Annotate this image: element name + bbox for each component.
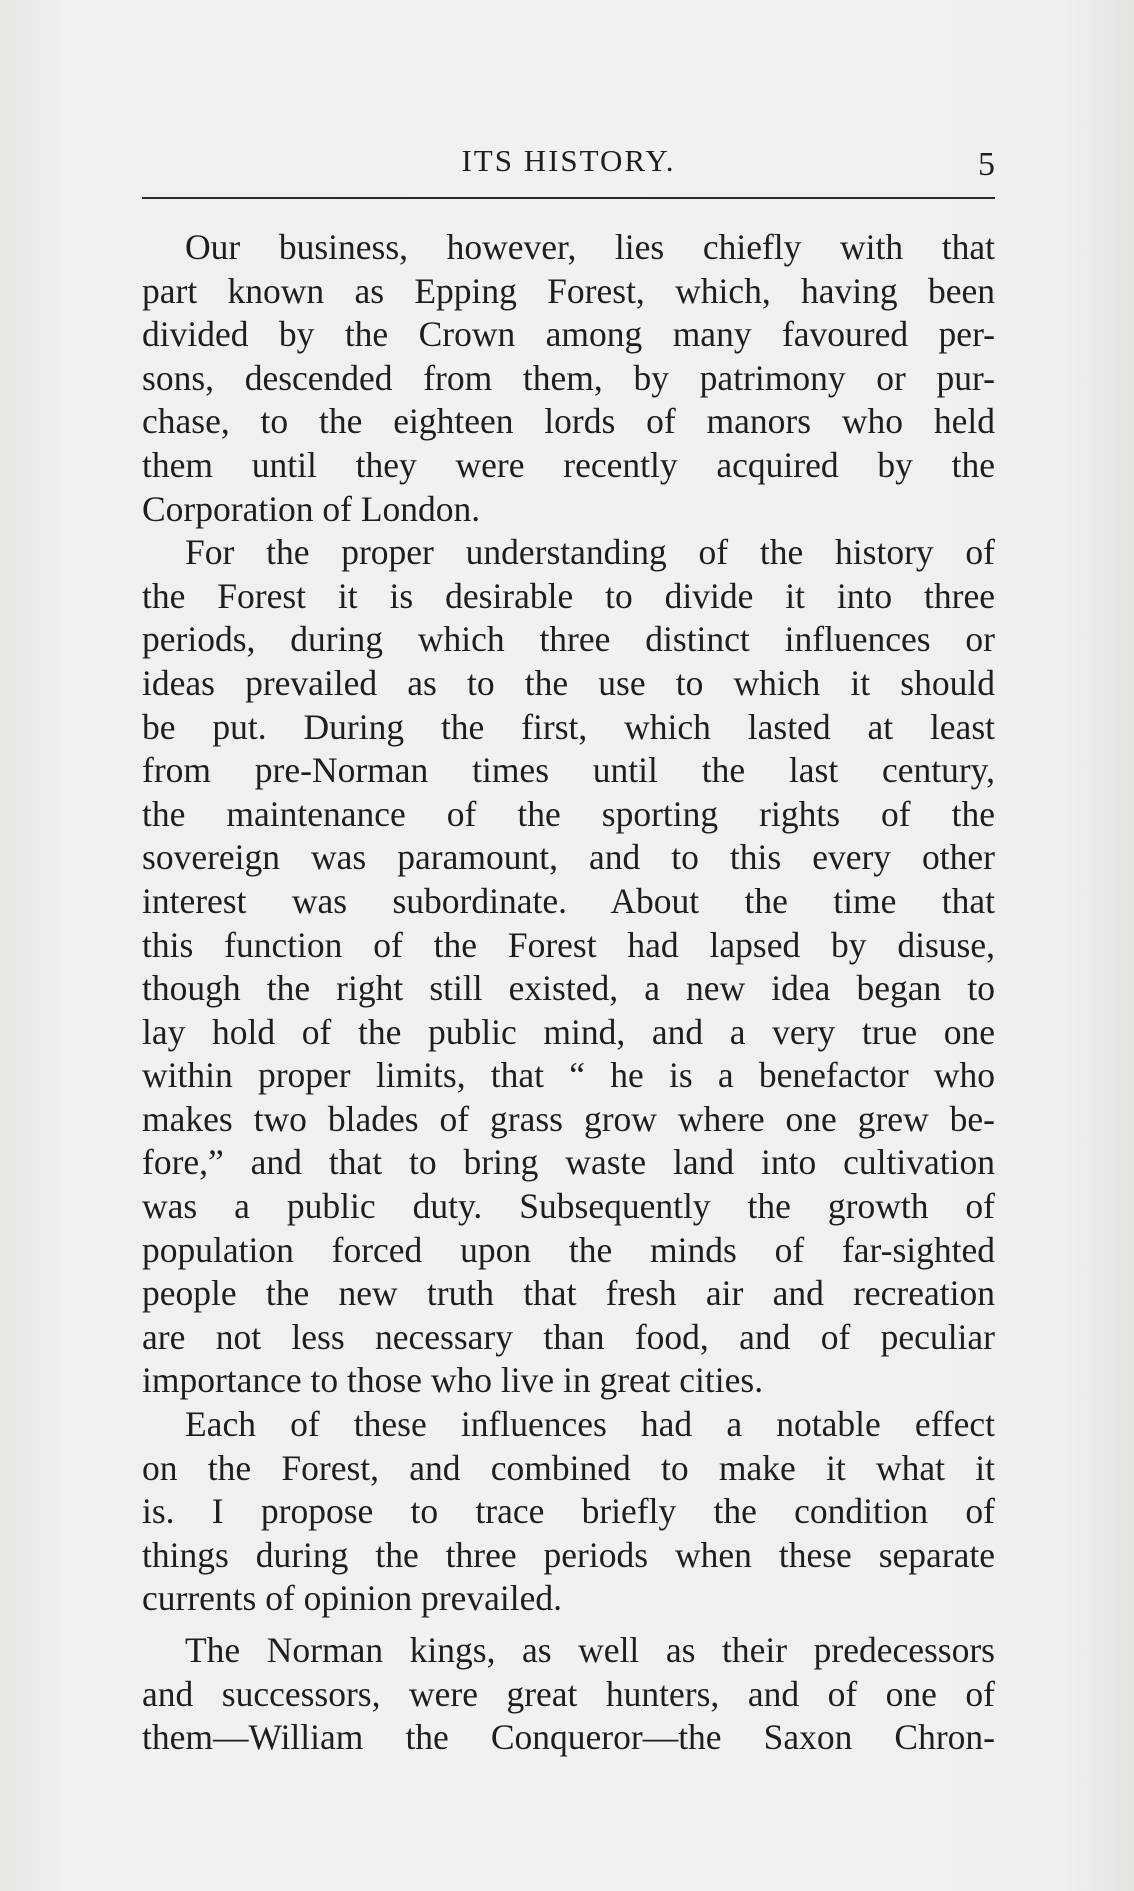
text-line: importance to those who live in great cities. [142, 1360, 764, 1401]
text-line: The Norman kings, as well as their predecessors [185, 1630, 995, 1670]
text-line: divided by the Crown among many favoured per- [142, 314, 995, 355]
text-line: ideas prevailed as to the use to which it should [142, 662, 995, 703]
text-line: chase, to the eighteen lords of manors who held [142, 401, 995, 442]
text-line: on the Forest, and combined to make it what it [142, 1447, 995, 1488]
text-line: things during the three periods when these separate [142, 1534, 995, 1575]
text-line: periods, during which three distinct influences or [142, 619, 995, 660]
text-line: was a public duty. Subsequently the growth of [142, 1186, 995, 1227]
text-line: currents of opinion prevailed. [142, 1578, 562, 1619]
text-line: sons, descended from them, by patrimony or pur- [142, 357, 995, 398]
text-line: fore,” and that to bring waste land into cultivation [142, 1142, 995, 1183]
text-line: interest was subordinate. About the time that [142, 880, 995, 921]
text-line: Our business, however, lies chiefly with that [185, 227, 995, 267]
text-line: sovereign was paramount, and to this every other [142, 837, 995, 878]
text-line: makes two blades of grass grow where one grew be- [142, 1098, 995, 1139]
body-text [142, 226, 995, 1760]
text-line: part known as Epping Forest, which, having been [142, 270, 995, 311]
text-line: population forced upon the minds of far-sighted [142, 1229, 995, 1270]
paragraph [142, 531, 995, 1403]
text-line: the Forest it is desirable to divide it into three [142, 575, 995, 616]
text-line: within proper limits, that “ he is a benefactor who [142, 1055, 995, 1096]
text-line: lay hold of the public mind, and a very true one [142, 1011, 995, 1052]
text-line: people the new truth that fresh air and recreation [142, 1273, 995, 1314]
text-line: be put. During the first, which lasted at least [142, 706, 995, 747]
text-line: them—William the Conqueror—the Saxon Chron- [142, 1717, 995, 1758]
text-line: For the proper understanding of the history of [185, 532, 995, 573]
text-line: them until they were recently acquired by the [142, 444, 995, 485]
running-head [142, 136, 995, 186]
text-line: the maintenance of the sporting rights of the [142, 793, 995, 834]
text-line: Corporation of London. [142, 488, 481, 529]
paragraph [142, 1403, 995, 1621]
paragraph [142, 1629, 995, 1760]
text-line: though the right still existed, a new idea began to [142, 968, 995, 1009]
page-number: 5 [978, 146, 995, 183]
text-line: this function of the Forest had lapsed by disuse, [142, 924, 995, 965]
text-line: are not less necessary than food, and of peculiar [142, 1316, 995, 1357]
text-line: and successors, were great hunters, and of one of [142, 1673, 995, 1714]
header-rule [142, 197, 995, 199]
text-line: is. I propose to trace briefly the condition of [142, 1491, 995, 1532]
paragraph [142, 226, 995, 531]
text-line: from pre-Norman times until the last century, [142, 750, 995, 791]
text-line: Each of these influences had a notable effect [185, 1404, 995, 1445]
running-title: ITS HISTORY. [461, 143, 676, 178]
